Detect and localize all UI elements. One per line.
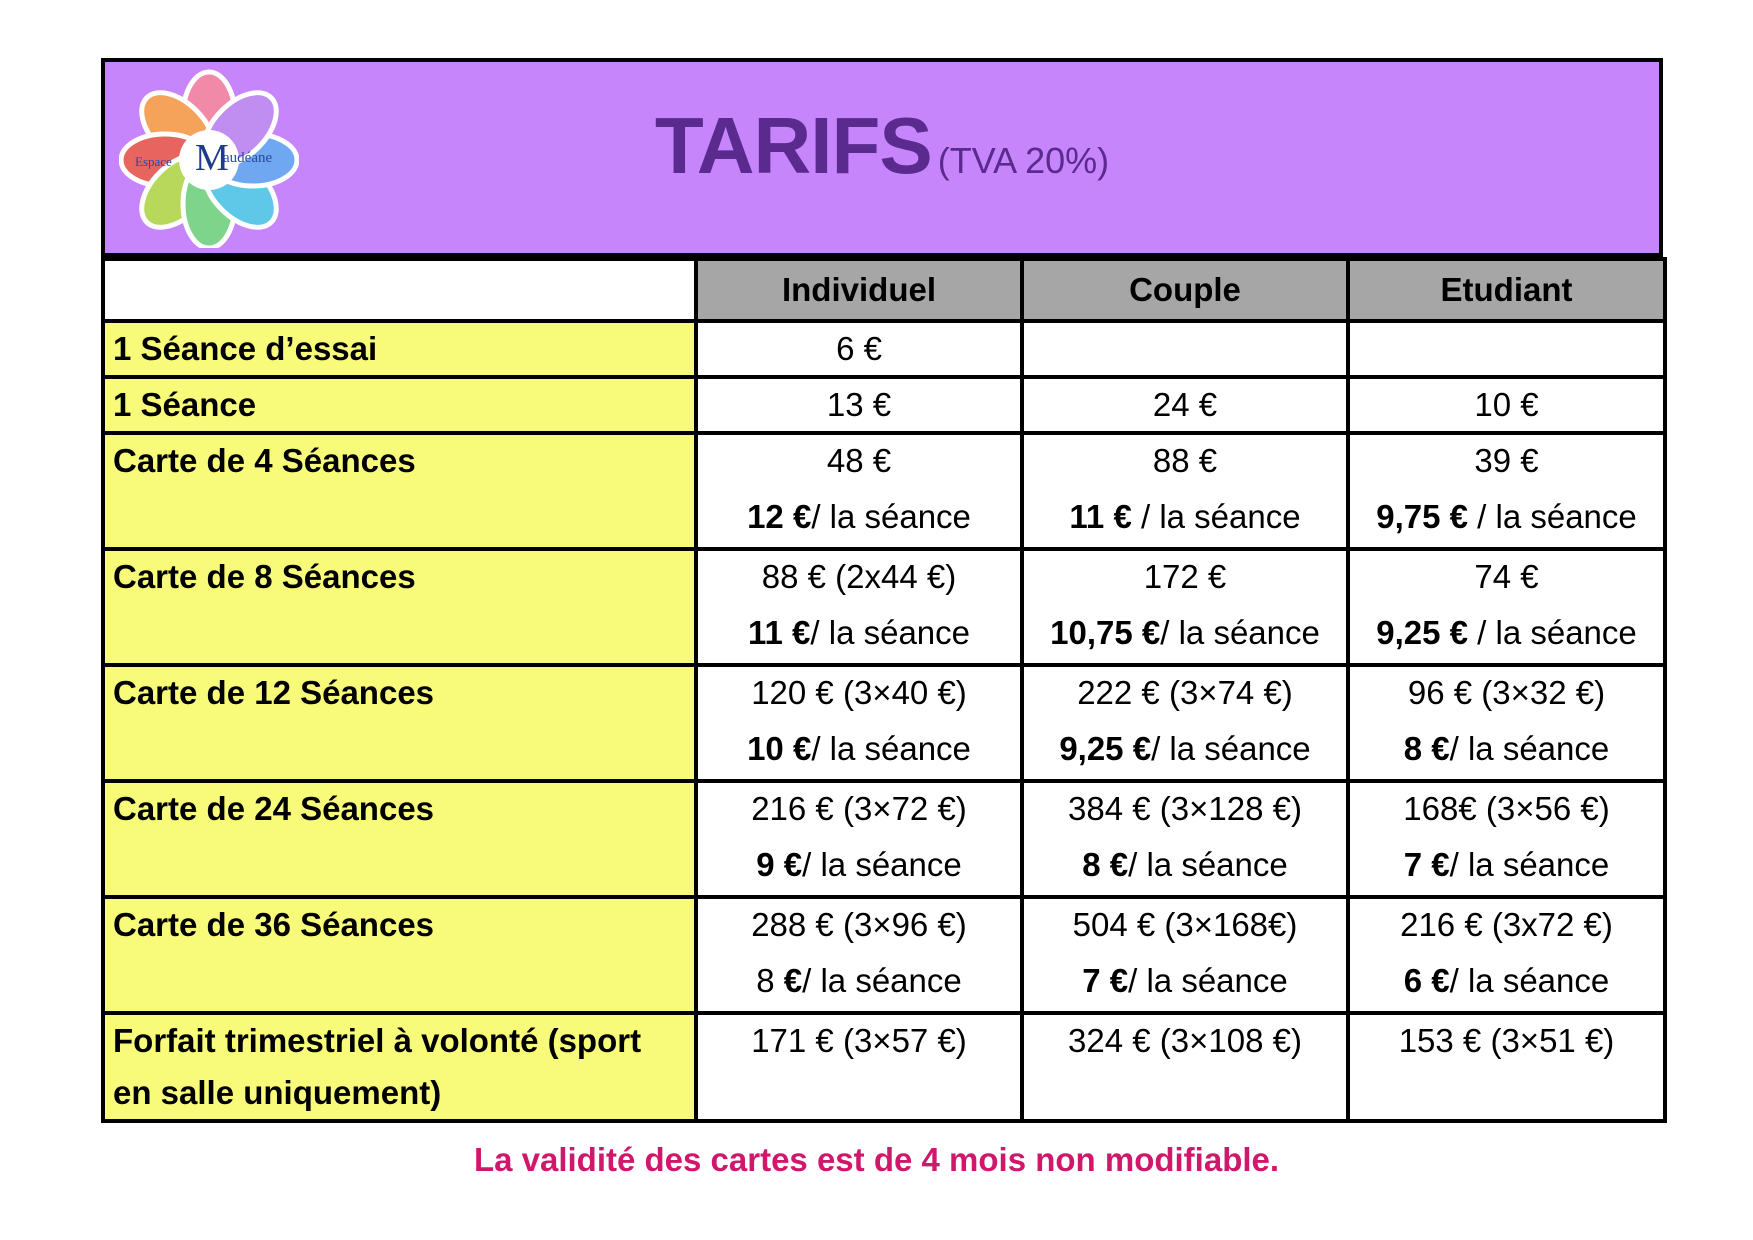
price-cell — [1022, 321, 1348, 377]
unit-price-suffix: / la séance — [1467, 614, 1637, 651]
price-text: 288 € (3×96 €) — [751, 906, 967, 943]
unit-price — [1024, 723, 1346, 779]
price-text — [1024, 323, 1346, 375]
unit-price-value: € — [783, 962, 803, 999]
unit-price-value: 6 € — [1403, 962, 1450, 999]
unit-price — [1350, 607, 1663, 663]
unit-price — [1024, 607, 1346, 663]
unit-price-suffix: / la séance — [1128, 962, 1288, 999]
unit-price — [1350, 491, 1663, 547]
row-label — [103, 665, 696, 781]
unit-price-suffix: / la séance — [1131, 498, 1301, 535]
price-cell — [1348, 665, 1665, 781]
unit-price-value: 10 € — [747, 730, 812, 767]
table-row — [103, 1013, 1665, 1121]
price-cell — [1022, 781, 1348, 897]
table-row — [103, 377, 1665, 433]
price-cell — [1022, 549, 1348, 665]
unit-price-value: 11 € — [1069, 498, 1132, 535]
unit-price — [1350, 723, 1663, 779]
price-text: 13 € — [826, 386, 892, 423]
logo-initial: M — [195, 137, 229, 179]
price-cell — [1348, 321, 1665, 377]
unit-price-suffix: / la séance — [802, 962, 962, 999]
price-text: 324 € (3×108 €) — [1068, 1022, 1302, 1059]
price-text: 6 € — [836, 330, 882, 367]
unit-price — [1024, 491, 1346, 547]
price-text: 96 € (3×32 €) — [1407, 674, 1606, 711]
row-label — [103, 781, 696, 897]
header-empty-cell — [103, 259, 696, 321]
unit-price-suffix: / la séance — [811, 730, 971, 767]
row-label — [103, 433, 696, 549]
row-label — [103, 897, 696, 1013]
price-text: 88 € — [1152, 442, 1218, 479]
unit-price — [698, 955, 1020, 1011]
price-text: 168€ (3×56 €) — [1403, 790, 1610, 827]
row-label-text: 1 Séance d’essai — [113, 330, 378, 367]
unit-price-value: 9,25 € — [1376, 614, 1468, 651]
price-cell — [1348, 781, 1665, 897]
price-cell — [696, 897, 1022, 1013]
price-text: 171 € (3×57 €) — [751, 1022, 967, 1059]
price-text: 88 € (2x44 €) — [761, 558, 957, 595]
unit-price-suffix: / la séance — [1151, 730, 1311, 767]
unit-price — [1024, 955, 1346, 1011]
price-cell — [1348, 1013, 1665, 1121]
price-text: 24 € — [1152, 386, 1218, 423]
unit-price-value: 7 € — [1403, 846, 1450, 883]
unit-price-suffix: / la séance — [1128, 846, 1288, 883]
price-text: 120 € (3×40 €) — [751, 674, 967, 711]
unit-price-value: 11 € — [747, 614, 811, 651]
title-banner — [101, 58, 1663, 257]
price-text: 74 € — [1474, 558, 1539, 595]
unit-price — [698, 491, 1020, 547]
row-label-text: Carte de 8 Séances — [113, 558, 416, 595]
column-header-individuel: Individuel — [696, 259, 1022, 321]
tariff-table — [101, 257, 1667, 1123]
tariff-sheet — [101, 58, 1663, 1123]
price-cell — [696, 1013, 1022, 1121]
row-label — [103, 377, 696, 433]
unit-price-suffix: / la séance — [802, 846, 962, 883]
unit-price-value: 12 € — [747, 498, 812, 535]
price-text: 39 € — [1474, 442, 1539, 479]
unit-price-suffix: / la séance — [810, 614, 971, 651]
unit-price-value: 9,25 € — [1059, 730, 1152, 767]
title-vat: (TVA 20%) — [937, 140, 1110, 181]
unit-price — [698, 723, 1020, 779]
price-cell — [696, 665, 1022, 781]
unit-price-suffix: / la séance — [1449, 730, 1610, 767]
unit-price — [698, 839, 1020, 895]
title-text: TARIFS — [654, 101, 932, 190]
price-cell — [696, 781, 1022, 897]
price-cell — [1022, 1013, 1348, 1121]
unit-price-value: 9,75 € — [1376, 498, 1468, 535]
validity-note: La validité des cartes est de 4 mois non modifiable. — [473, 1141, 1280, 1178]
price-cell — [1022, 665, 1348, 781]
row-label — [103, 1013, 696, 1121]
price-cell — [696, 321, 1022, 377]
row-label-text: Carte de 4 Séances — [113, 442, 416, 479]
unit-price — [1350, 839, 1663, 895]
row-label — [103, 321, 696, 377]
table-row — [103, 433, 1665, 549]
table-row — [103, 321, 1665, 377]
table-header-row — [103, 259, 1665, 321]
unit-price — [1024, 839, 1346, 895]
price-cell — [1348, 433, 1665, 549]
table-row — [103, 549, 1665, 665]
column-header-etudiant: Etudiant — [1348, 259, 1665, 321]
price-cell — [696, 377, 1022, 433]
unit-price-suffix: / la séance — [811, 498, 971, 535]
price-text — [1350, 323, 1663, 375]
price-text: 216 € (3x72 €) — [1400, 906, 1613, 943]
column-header-couple: Couple — [1022, 259, 1348, 321]
row-label-text: Carte de 36 Séances — [113, 906, 435, 943]
row-label-text: 1 Séance — [113, 386, 257, 423]
row-label-text: Carte de 12 Séances — [113, 674, 435, 711]
unit-price — [698, 607, 1020, 663]
unit-price-value: 9 € — [756, 846, 803, 883]
unit-price-value: 10,75 € — [1050, 614, 1161, 651]
unit-price-value: 8 € — [1082, 846, 1129, 883]
price-text: 48 € — [826, 442, 892, 479]
row-label-text: Carte de 24 Séances — [113, 790, 435, 827]
row-label-line-2: en salle uniquement) — [113, 1074, 442, 1111]
unit-price-suffix: / la séance — [1467, 498, 1637, 535]
price-cell — [1022, 377, 1348, 433]
price-text: 384 € (3×128 €) — [1068, 790, 1302, 827]
row-label-line-1: Forfait trimestriel à volonté (sport — [113, 1022, 642, 1059]
logo-text-right: audéane — [223, 150, 273, 166]
table-row — [103, 897, 1665, 1013]
price-cell — [1022, 433, 1348, 549]
price-text: 216 € (3×72 €) — [751, 790, 967, 827]
table-row — [103, 781, 1665, 897]
unit-price-prefix: 8 — [756, 962, 784, 999]
price-cell — [696, 433, 1022, 549]
price-text: 504 € (3×168€) — [1072, 906, 1298, 943]
unit-price-suffix: / la séance — [1449, 846, 1610, 883]
price-text: 10 € — [1474, 386, 1539, 423]
price-cell — [1348, 897, 1665, 1013]
price-cell — [1348, 549, 1665, 665]
price-text: 222 € (3×74 €) — [1077, 674, 1293, 711]
unit-price-value: 7 € — [1082, 962, 1129, 999]
unit-price — [1350, 955, 1663, 1011]
unit-price-value: 8 € — [1403, 730, 1450, 767]
price-cell — [696, 549, 1022, 665]
price-text: 153 € (3×51 €) — [1398, 1022, 1615, 1059]
price-cell — [1022, 897, 1348, 1013]
price-text: 172 € — [1143, 558, 1227, 595]
row-label — [103, 549, 696, 665]
table-row — [103, 665, 1665, 781]
price-cell — [1348, 377, 1665, 433]
unit-price-suffix: / la séance — [1160, 614, 1320, 651]
logo-text-left: Espace — [135, 154, 172, 169]
unit-price-suffix: / la séance — [1449, 962, 1610, 999]
page-title — [105, 100, 1659, 192]
